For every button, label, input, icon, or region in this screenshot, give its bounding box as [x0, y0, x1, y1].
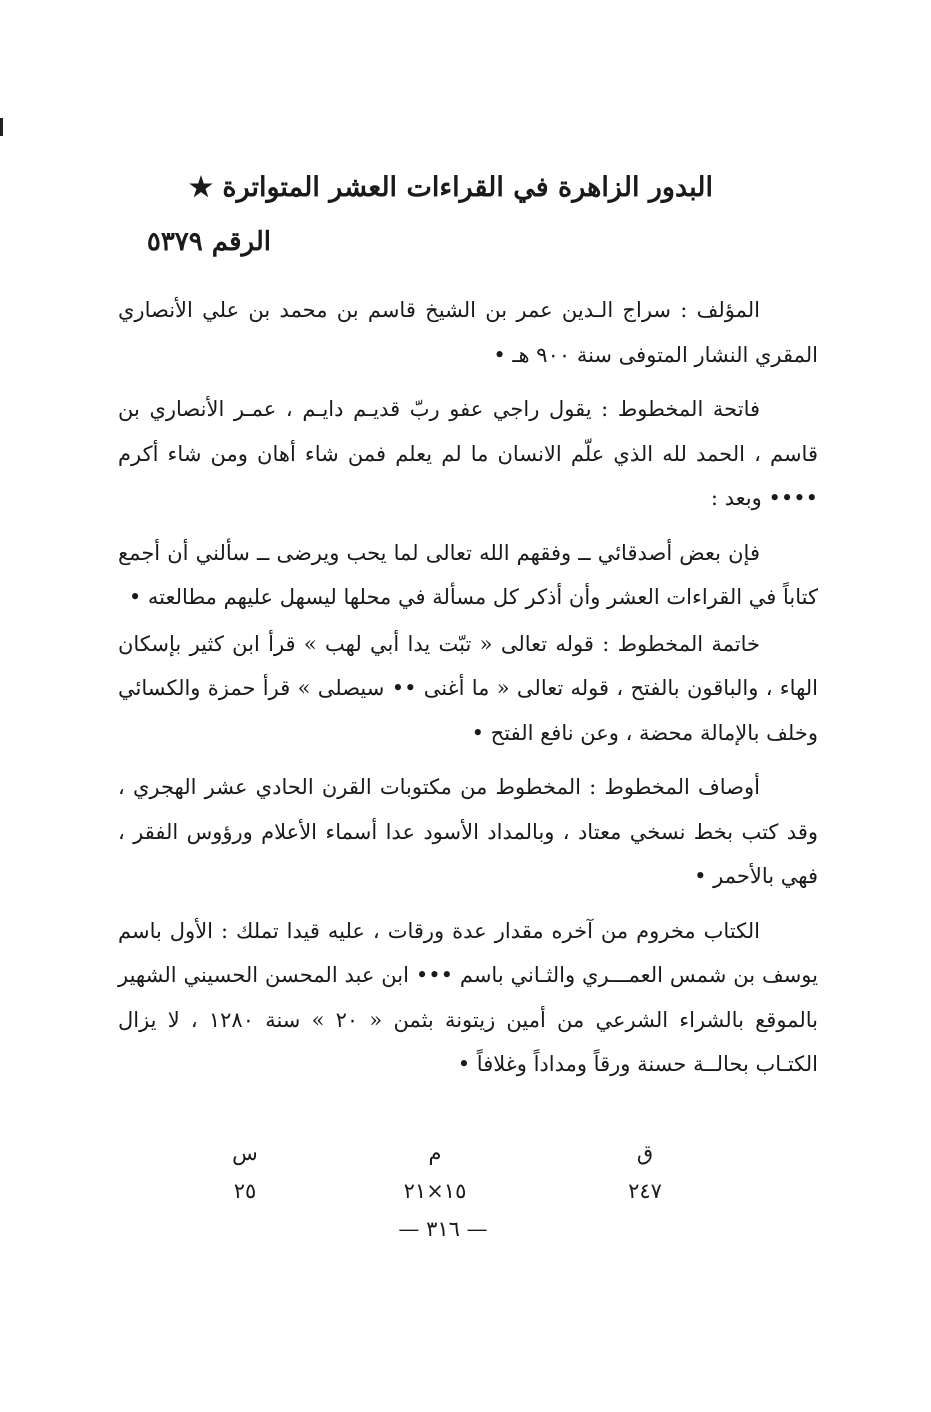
stat-size-value: ١٥×٢١	[403, 1179, 467, 1203]
manuscript-description	[118, 288, 818, 1097]
stat-folios-value: ٢٤٧	[628, 1179, 662, 1203]
stat-lines-value: ٢٥	[233, 1179, 257, 1203]
manuscript-stats	[205, 1134, 680, 1204]
ownership-paragraph: الكتاب مخروم من آخره مقدار عدة ورقات ، عليه قيدا تملك : الأول باسم يوسف بن شمس العمـــري والثـاني باسم ••• ابن عبد المحسن الحسيني الشهير بالموقع بالشراء الشرعي من أمين زيتونة بثمن « ٢٠ » سنة ١٢٨٠ ، لا يزال الكتـاب بحالــة حسنة ورقاً ومداداً وغلافاً •	[118, 918, 818, 1076]
opening-continuation-paragraph: فإن بعض أصدقائي ــ وفقهم الله تعالى لما يحب ويرضى ــ سألني أن أجمع كتاباً في القراءات العشر وأن أذكر كل مسألة في محلها ليسهل عليهم مطالعته •	[118, 540, 818, 609]
description-paragraph: أوصاف المخطوط : المخطوط من مكتوبات القرن الحادي عشر الهجري ، وقد كتب بخط نسخي معتاد ، وبالمداد الأسود عدا أسماء الأعلام ورؤوس الفقر ، فهي بالأحمر •	[118, 775, 818, 888]
author-paragraph: المؤلف : سراج الـدين عمر بن الشيخ قاسم بن محمد بن علي الأنصاري المقري النشار المتوفى سنة ٩٠٠ هـ •	[118, 298, 818, 367]
stat-folios	[610, 1134, 680, 1210]
opening-paragraph: فاتحة المخطوط : يقول راجي عفو ربّ قديـم دايـم ، عمـر الأنصاري بن قاسم ، الحمد لله الذي علّم الانسان ما لم يعلم فمن شاء أهان ومن شاء أكرم •••• وبعد :	[118, 397, 818, 510]
stat-size	[380, 1134, 490, 1210]
stat-lines-label: س	[232, 1141, 258, 1165]
closing-paragraph: خاتمة المخطوط : قوله تعالى « تبّت يدا أبي لهب » قرأ ابن كثير بإسكان الهاء ، والباقون بالفتح ، قوله تعالى « ما أغنى •• سيصلى » قرأ حمزة والكسائي وخلف بالإمالة محضة ، وعن نافع الفتح •	[118, 631, 818, 745]
stat-lines	[210, 1134, 280, 1210]
manuscript-number: الرقم ٥٣٧٩	[146, 227, 271, 257]
stat-size-label: م	[428, 1141, 442, 1165]
manuscript-title: البدور الزاهرة في القراءات العشر المتواترة ★	[188, 172, 713, 203]
margin-mark	[0, 118, 3, 136]
page-number: — ٣١٦ —	[398, 1217, 488, 1241]
stat-folios-label: ق	[636, 1141, 654, 1165]
